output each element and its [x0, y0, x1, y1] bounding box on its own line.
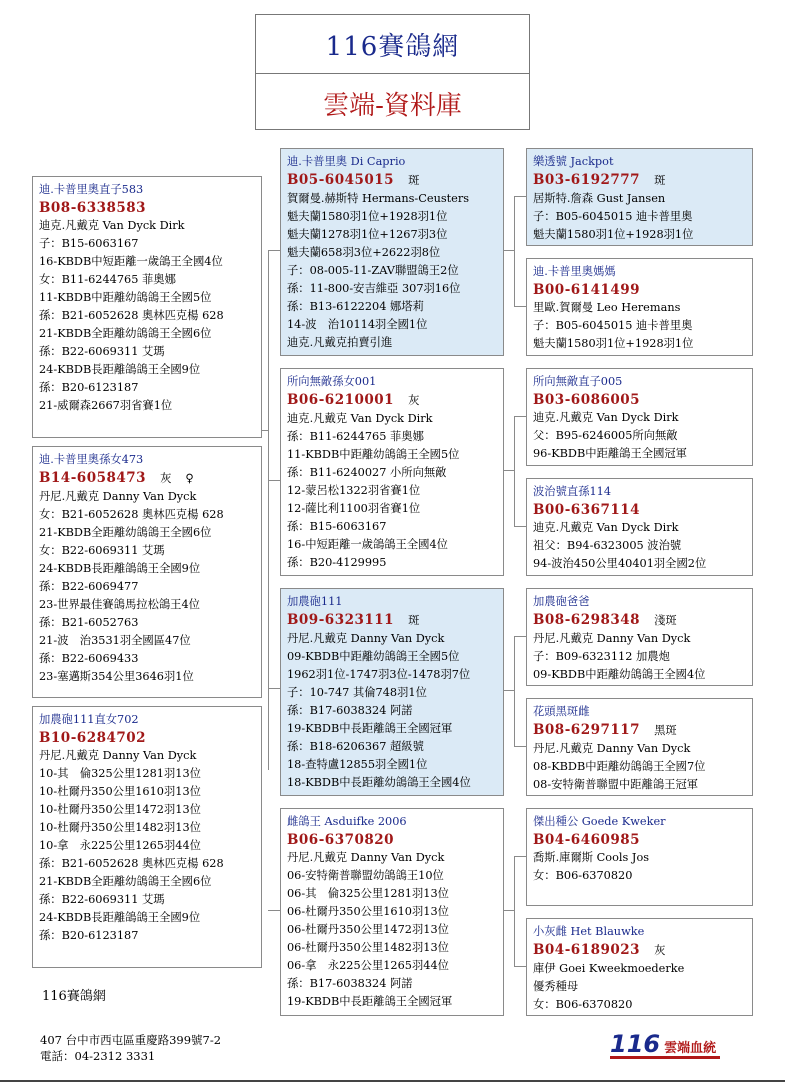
- connector-line: [504, 470, 514, 471]
- connector-line: [514, 306, 526, 307]
- ring-number: B06-6210001: [287, 392, 395, 408]
- pedigree-detail-line: 女：B22-6069311 艾瑪: [39, 544, 165, 557]
- connector-line: [504, 690, 514, 691]
- pedigree-detail-line: 魁夫蘭658羽3位+2622羽8位: [287, 246, 441, 259]
- ring-number: B08-6298348: [533, 612, 641, 628]
- pigeon-name: 小灰雌 Het Blauwke: [533, 925, 645, 938]
- pedigree-box-grandsire: [280, 148, 504, 356]
- plumage-color: 灰: [408, 394, 420, 407]
- database-subtitle: 雲端-資料庫: [323, 90, 462, 121]
- pedigree-box-ggd1: [526, 258, 753, 356]
- plumage-color: 灰: [160, 472, 172, 485]
- pigeon-name: 所向無敵孫女001: [287, 375, 377, 388]
- ring-number-row: [287, 831, 498, 849]
- ring-number-row: [533, 941, 747, 960]
- pedigree-detail-line: 10-杜爾丹350公里1482羽13位: [39, 821, 201, 834]
- pedigree-detail-line: 94-波治450公里40401羽全國2位: [533, 557, 707, 570]
- site-title: 116賽鴿網: [256, 15, 529, 74]
- pedigree-box-granddam-paternal: [280, 368, 504, 576]
- plumage-color: 斑: [408, 174, 420, 187]
- pedigree-detail-line: 18-查特盧12855羽全國1位: [287, 758, 428, 771]
- ring-number: B00-6141499: [533, 282, 641, 298]
- ring-number-row: [287, 171, 498, 190]
- pigeon-name: 加農砲111直女702: [39, 713, 139, 726]
- bottom-rule: [0, 1080, 785, 1082]
- ring-number: B09-6323111: [287, 612, 395, 628]
- pedigree-box-ggd4: [526, 918, 753, 1016]
- connector-line: [268, 250, 269, 770]
- plumage-color: 淺斑: [654, 614, 677, 627]
- pigeon-name: 波治號直孫114: [533, 485, 612, 498]
- pigeon-name: 雌鴿王 Asduifke 2006: [287, 815, 407, 828]
- ring-number: B03-6086005: [533, 392, 641, 408]
- pedigree-detail-line: 丹尼.凡戴克 Danny Van Dyck: [39, 749, 197, 762]
- connector-line: [514, 196, 515, 306]
- plumage-color: 斑: [654, 174, 666, 187]
- pedigree-detail-line: 孫：B11-6244765 菲奧娜: [287, 430, 424, 443]
- connector-line: [514, 636, 515, 746]
- pedigree-box-ggs4: [526, 808, 753, 906]
- pedigree-detail-line: 孫：B13-6122204 娜塔莉: [287, 300, 424, 313]
- pedigree-detail-line: 魁夫蘭1580羽1位+1928羽1位: [533, 337, 694, 350]
- pedigree-detail-line: 孫：B22-6069311 艾瑪: [39, 893, 165, 906]
- pedigree-detail-line: 11-KBDB中距離幼鴿鴿王全國5位: [287, 448, 460, 461]
- ring-number-row: [533, 611, 747, 630]
- connector-line: [514, 966, 526, 967]
- pedigree-box-grandsire-maternal: [280, 588, 504, 796]
- pedigree-box-ggs1: [526, 148, 753, 246]
- ring-number-row: [533, 721, 747, 740]
- pedigree-detail-line: 子：B05-6045015 迪卡普里奧: [533, 210, 693, 223]
- pedigree-detail-line: 迪克.凡戴克 Van Dyck Dirk: [533, 411, 679, 424]
- footer-address: 407 台中市西屯區重慶路399號7-2: [40, 1033, 222, 1047]
- plumage-color: 黑斑: [654, 724, 677, 737]
- ring-number-row: [533, 391, 747, 409]
- pedigree-detail-line: 96-KBDB中距離鴿王全國冠軍: [533, 447, 687, 460]
- ring-number: B03-6192777: [533, 172, 641, 188]
- pigeon-name: 迪.卡普里奧孫女473: [39, 453, 144, 466]
- pedigree-detail-line: 丹尼.凡戴克 Danny Van Dyck: [533, 632, 691, 645]
- ring-number: B10-6284702: [39, 730, 147, 746]
- logo-number: 116: [610, 1030, 661, 1058]
- pedigree-detail-line: 孫：B11-6240027 小所向無敵: [287, 466, 447, 479]
- pedigree-detail-line: 09-KBDB中距離幼鴿鴿王全國4位: [533, 668, 706, 681]
- pedigree-detail-line: 孫：B20-4129995: [287, 556, 387, 569]
- pedigree-detail-line: 19-KBDB中長距離鴿王全國冠軍: [287, 722, 453, 735]
- pigeon-name: 迪.卡普里奧直子583: [39, 183, 144, 196]
- pedigree-detail-line: 06-杜爾丹350公里1610羽13位: [287, 905, 449, 918]
- pedigree-detail-line: 孫：B21-6052628 奧林匹克楊 628: [39, 309, 224, 322]
- ring-number: B06-6370820: [287, 832, 395, 848]
- pedigree-detail-line: 魁夫蘭1580羽1位+1928羽1位: [533, 228, 694, 241]
- connector-line: [514, 636, 526, 637]
- pedigree-detail-line: 孫：B21-6052763: [39, 616, 139, 629]
- connector-line: [514, 746, 526, 747]
- pedigree-detail-line: 10-其 倫325公里1281羽13位: [39, 767, 201, 780]
- connector-line: [514, 856, 526, 857]
- pedigree-detail-line: 魁夫蘭1278羽1位+1267羽3位: [287, 228, 448, 241]
- pedigree-detail-line: 孫：B18-6206367 超級號: [287, 740, 424, 753]
- pedigree-detail-line: 迪克.凡戴克 Van Dyck Dirk: [39, 219, 185, 232]
- pigeon-name: 傑出種公 Goede Kweker: [533, 815, 666, 828]
- pedigree-detail-line: 10-拿 永225公里1265羽44位: [39, 839, 201, 852]
- pedigree-detail-line: 孫：B21-6052628 奧林匹克楊 628: [39, 857, 224, 870]
- pigeon-name: 迪.卡普里奧 Di Caprio: [287, 155, 406, 168]
- pedigree-detail-line: 女：B21-6052628 奧林匹克楊 628: [39, 508, 224, 521]
- pedigree-detail-line: 12-蒙呂松1322羽省賽1位: [287, 484, 421, 497]
- pedigree-detail-line: 孫：B22-6069477: [39, 580, 139, 593]
- pedigree-detail-line: 09-KBDB中距離幼鴿鴿王全國5位: [287, 650, 460, 663]
- pedigree-detail-line: 孫：B22-6069311 艾瑪: [39, 345, 165, 358]
- pedigree-detail-line: 孫：B20-6123187: [39, 929, 139, 942]
- footer-contact: [40, 1032, 221, 1064]
- pigeon-name: 花頭黑斑雌: [533, 705, 590, 718]
- pigeon-name: 迪.卡普里奧媽媽: [533, 265, 616, 278]
- pedigree-detail-line: 子：08-005-11-ZAV聯盟鴿王2位: [287, 264, 459, 277]
- ring-number: B04-6460985: [533, 832, 641, 848]
- connector-line: [504, 250, 514, 251]
- pedigree-detail-line: 12-薩比利1100羽省賽1位: [287, 502, 421, 515]
- pigeon-name: 加農砲爸爸: [533, 595, 590, 608]
- ring-number-row: [533, 171, 747, 190]
- pigeon-name: 所向無敵直子005: [533, 375, 623, 388]
- pedigree-detail-line: 24-KBDB長距離鴿鴿王全國9位: [39, 363, 201, 376]
- footer-brand: 116賽鴿網: [42, 989, 106, 1004]
- pedigree-detail-line: 18-KBDB中長距離幼鴿鴿王全國4位: [287, 776, 471, 789]
- ring-number: B05-6045015: [287, 172, 395, 188]
- pedigree-detail-line: 孫：B17-6038324 阿諾: [287, 977, 413, 990]
- pedigree-detail-line: 里歐.賀爾曼 Leo Heremans: [533, 301, 681, 314]
- ring-number-row: [287, 391, 498, 410]
- pedigree-box-ggd2: [526, 478, 753, 576]
- plumage-color: 斑: [408, 614, 420, 627]
- connector-line: [514, 416, 526, 417]
- pedigree-detail-line: 23-世界最佳賽鴿馬拉松鴿王4位: [39, 598, 200, 611]
- pedigree-detail-line: 丹尼.凡戴克 Danny Van Dyck: [39, 490, 197, 503]
- logo-text: 雲端血統: [664, 1041, 717, 1056]
- pedigree-box-dam: [32, 446, 262, 698]
- ring-number-row: [39, 199, 256, 217]
- pedigree-detail-line: 子：10-747 其倫748羽1位: [287, 686, 427, 699]
- connector-line: [514, 416, 515, 526]
- connector-line: [262, 430, 268, 431]
- pedigree-detail-line: 魁夫蘭1580羽1位+1928羽1位: [287, 210, 448, 223]
- pedigree-detail-line: 女：B06-6370820: [533, 869, 633, 882]
- pedigree-detail-line: 子：B15-6063167: [39, 237, 139, 250]
- pedigree-detail-line: 丹尼.凡戴克 Danny Van Dyck: [533, 742, 691, 755]
- connector-line: [514, 856, 515, 966]
- pedigree-detail-line: 孫：B17-6038324 阿諾: [287, 704, 413, 717]
- pedigree-detail-line: 06-杜爾丹350公里1482羽13位: [287, 941, 449, 954]
- pedigree-detail-line: 19-KBDB中長距離鴿王全國冠軍: [287, 995, 453, 1008]
- plumage-color: 灰: [654, 944, 666, 957]
- pedigree-detail-line: 喬斯.庫爾斯 Cools Jos: [533, 851, 650, 864]
- pedigree-detail-line: 10-杜爾丹350公里1610羽13位: [39, 785, 201, 798]
- ring-number-row: [39, 469, 256, 488]
- pedigree-detail-line: 居斯特.詹森 Gust Jansen: [533, 192, 666, 205]
- ring-number-row: [533, 501, 747, 519]
- pedigree-detail-line: 孫：B15-6063167: [287, 520, 387, 533]
- pedigree-box-ggs3: [526, 588, 753, 686]
- pedigree-detail-line: 24-KBDB長距離鴿鴿王全國9位: [39, 911, 201, 924]
- connector-line: [504, 910, 514, 911]
- pedigree-detail-line: 女：B06-6370820: [533, 998, 633, 1011]
- pedigree-box-ggs2: [526, 368, 753, 466]
- pedigree-detail-line: 06-杜爾丹350公里1472羽13位: [287, 923, 449, 936]
- pedigree-detail-line: 子：B09-6323112 加農炮: [533, 650, 670, 663]
- pedigree-detail-line: 21-KBDB全距離幼鴿鴿王全國6位: [39, 327, 212, 340]
- pedigree-detail-line: 16-中短距離一歲鴿鴿王全國4位: [287, 538, 448, 551]
- pedigree-detail-line: 06-拿 永225公里1265羽44位: [287, 959, 449, 972]
- pedigree-detail-line: 10-杜爾丹350公里1472羽13位: [39, 803, 201, 816]
- footer-phone: 電話：04-2312 3331: [40, 1049, 156, 1063]
- ring-number-row: [533, 831, 747, 849]
- pedigree-detail-line: 丹尼.凡戴克 Danny Van Dyck: [287, 851, 445, 864]
- pedigree-box-granddam: [32, 706, 262, 968]
- ring-number: B04-6189023: [533, 942, 641, 958]
- pedigree-detail-line: 06-安特衛普聯盟幼鴿鴿王10位: [287, 869, 444, 882]
- pedigree-detail-line: 21-威爾森2667羽省賽1位: [39, 399, 173, 412]
- pedigree-detail-line: 24-KBDB長距離鴿鴿王全國9位: [39, 562, 201, 575]
- pedigree-detail-line: 賀爾曼.赫斯特 Hermans-Ceusters: [287, 192, 470, 205]
- cloud-pedigree-logo: [610, 1030, 720, 1059]
- pedigree-detail-line: 迪克.凡戴克 Van Dyck Dirk: [287, 412, 433, 425]
- pedigree-detail-line: 16-KBDB中短距離一歲鴿王全國4位: [39, 255, 223, 268]
- pedigree-detail-line: 08-安特衛普聯盟中距離鴿王冠軍: [533, 778, 699, 791]
- pedigree-detail-line: 孫：11-800-安吉維亞 307羽16位: [287, 282, 461, 295]
- ring-number: B08-6297117: [533, 722, 641, 738]
- pedigree-detail-line: 孫：B20-6123187: [39, 381, 139, 394]
- ring-number: B08-6338583: [39, 200, 147, 216]
- ring-number-row: [39, 729, 256, 747]
- pedigree-detail-line: 23-塞邁斯354公里3646羽1位: [39, 670, 194, 683]
- pedigree-box-sire: [32, 176, 262, 438]
- ring-number: B00-6367114: [533, 502, 641, 518]
- ring-number: B14-6058473: [39, 470, 147, 486]
- page-header: [255, 14, 530, 130]
- pigeon-name: 樂透號 Jackpot: [533, 155, 614, 168]
- connector-line: [514, 196, 526, 197]
- pedigree-box-granddam-maternal: [280, 808, 504, 1016]
- pedigree-detail-line: 06-其 倫325公里1281羽13位: [287, 887, 449, 900]
- pedigree-detail-line: 孫：B22-6069433: [39, 652, 139, 665]
- pedigree-detail-line: 迪克.凡戴克拍賣引進: [287, 336, 393, 349]
- ring-number-row: [533, 281, 747, 299]
- pedigree-detail-line: 08-KBDB中距離幼鴿鴿王全國7位: [533, 760, 706, 773]
- pigeon-name: 加農砲111: [287, 595, 343, 608]
- pedigree-detail-line: 14-波 治10114羽全國1位: [287, 318, 428, 331]
- pedigree-detail-line: 優秀種母: [533, 980, 579, 993]
- pedigree-detail-line: 1962羽1位-1747羽3位-1478羽7位: [287, 668, 471, 681]
- pedigree-detail-line: 21-KBDB全距離幼鴿鴿王全國6位: [39, 526, 212, 539]
- pedigree-detail-line: 21-KBDB全距離幼鴿鴿王全國6位: [39, 875, 212, 888]
- pedigree-detail-line: 女：B11-6244765 菲奧娜: [39, 273, 176, 286]
- pedigree-box-ggd3: [526, 698, 753, 796]
- pedigree-detail-line: 丹尼.凡戴克 Danny Van Dyck: [287, 632, 445, 645]
- pedigree-detail-line: 父：B95-6246005所向無敵: [533, 429, 678, 442]
- connector-line: [514, 526, 526, 527]
- pedigree-detail-line: 祖父：B94-6323005 波治號: [533, 539, 682, 552]
- ring-number-row: [287, 611, 498, 630]
- pedigree-detail-line: 子：B05-6045015 迪卡普里奧: [533, 319, 693, 332]
- pedigree-detail-line: 迪克.凡戴克 Van Dyck Dirk: [533, 521, 679, 534]
- pedigree-detail-line: 庫伊 Goei Kweekmoederke: [533, 962, 685, 975]
- pedigree-detail-line: 11-KBDB中距離幼鴿鴿王全國5位: [39, 291, 212, 304]
- sex-symbol: ♀: [185, 472, 195, 485]
- pedigree-detail-line: 21-波 治3531羽全國區47位: [39, 634, 191, 647]
